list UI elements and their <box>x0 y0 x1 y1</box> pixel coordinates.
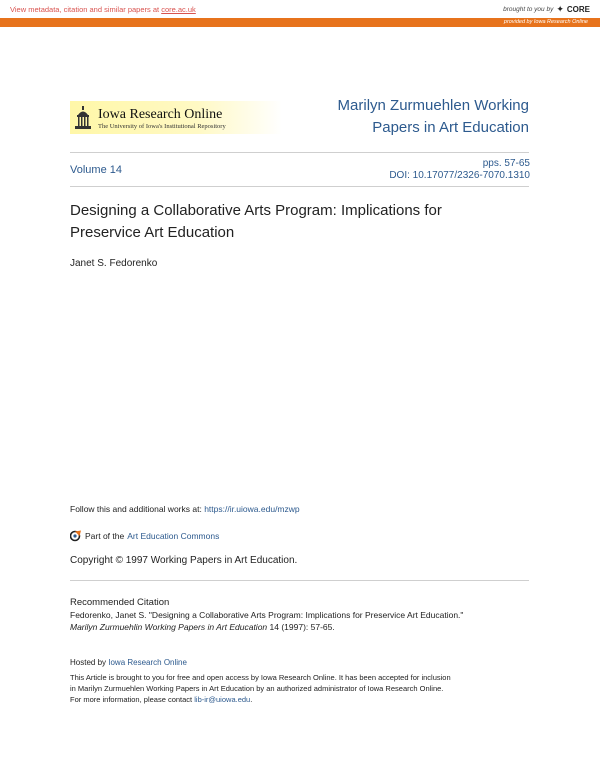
core-metadata-prefix: View metadata, citation and similar papers at <box>10 5 162 14</box>
series-title-line2: Papers in Art Education <box>372 119 529 136</box>
page-range: pps. 57-65 <box>482 158 530 169</box>
citation-line1: Fedorenko, Janet S. "Designing a Collaborative Arts Program: Implications for Preservice Art Education." <box>70 610 464 620</box>
capitol-building-icon <box>74 106 92 130</box>
hosted-prefix: Hosted by <box>70 658 109 667</box>
notice-line2: in Marilyn Zurmuehlen Working Papers in Art Education by an authorized administrator of Iowa Research Online. <box>70 684 444 693</box>
doi-link[interactable]: DOI: 10.17077/2326-7070.1310 <box>389 170 530 181</box>
notice-line3 <box>70 694 540 705</box>
part-of-prefix: Part of the <box>85 531 125 541</box>
divider <box>70 580 529 581</box>
core-logo-icon: ✦ <box>556 4 564 14</box>
commons-icon <box>70 530 82 542</box>
citation-heading: Recommended Citation <box>70 597 170 608</box>
notice-line1: This Article is brought to you for free and open access by Iowa Research Online. It has been accepted for inclusion <box>70 673 451 682</box>
citation-journal: Marilyn Zurmuehlin Working Papers in Art Education <box>70 622 268 632</box>
access-notice <box>70 672 540 705</box>
contact-email-link[interactable]: lib-ir@uiowa.edu <box>194 695 251 704</box>
article-author: Janet S. Fedorenko <box>70 258 158 269</box>
copyright-text: Copyright © 1997 Working Papers in Art Education. <box>70 555 298 566</box>
brought-by-text: brought to you by <box>503 6 554 13</box>
logo-subtitle: The University of Iowa's Institutional Repository <box>98 123 226 130</box>
core-logo-text: CORE <box>566 5 590 14</box>
notice-contact-suffix: . <box>250 695 253 704</box>
logo-title: Iowa Research Online <box>98 107 223 122</box>
core-metadata-link[interactable] <box>10 5 196 14</box>
series-title-line1: Marilyn Zurmuehlen Working <box>337 97 529 114</box>
divider <box>70 186 529 187</box>
follow-url-link[interactable]: https://ir.uiowa.edu/mzwp <box>204 504 300 514</box>
iowa-research-online-link[interactable]: Iowa Research Online <box>108 658 187 667</box>
iowa-research-online-logo[interactable] <box>70 101 282 134</box>
follow-prefix: Follow this and additional works at: <box>70 504 205 514</box>
core-brought-by[interactable] <box>503 4 590 15</box>
notice-contact-prefix: For more information, please contact <box>70 695 195 704</box>
volume-label[interactable]: Volume 14 <box>70 164 122 176</box>
series-title[interactable] <box>269 95 529 139</box>
part-of-line <box>70 530 219 542</box>
article-title: Designing a Collaborative Arts Program: Implications for Preservice Art Education <box>70 202 442 241</box>
core-bar <box>0 0 600 18</box>
hosted-by-line <box>70 658 187 667</box>
follow-line <box>70 504 300 514</box>
divider <box>70 152 529 153</box>
core-link[interactable]: core.ac.uk <box>161 5 196 14</box>
issue-info <box>389 158 530 182</box>
citation-suffix: 14 (1997): 57-65. <box>267 622 335 632</box>
provided-by-text[interactable]: provided by Iowa Research Online <box>503 19 588 25</box>
art-education-commons-link[interactable]: Art Education Commons <box>127 531 220 541</box>
citation-body <box>70 609 540 633</box>
citation-line2 <box>70 621 540 633</box>
provider-strip <box>0 18 600 27</box>
